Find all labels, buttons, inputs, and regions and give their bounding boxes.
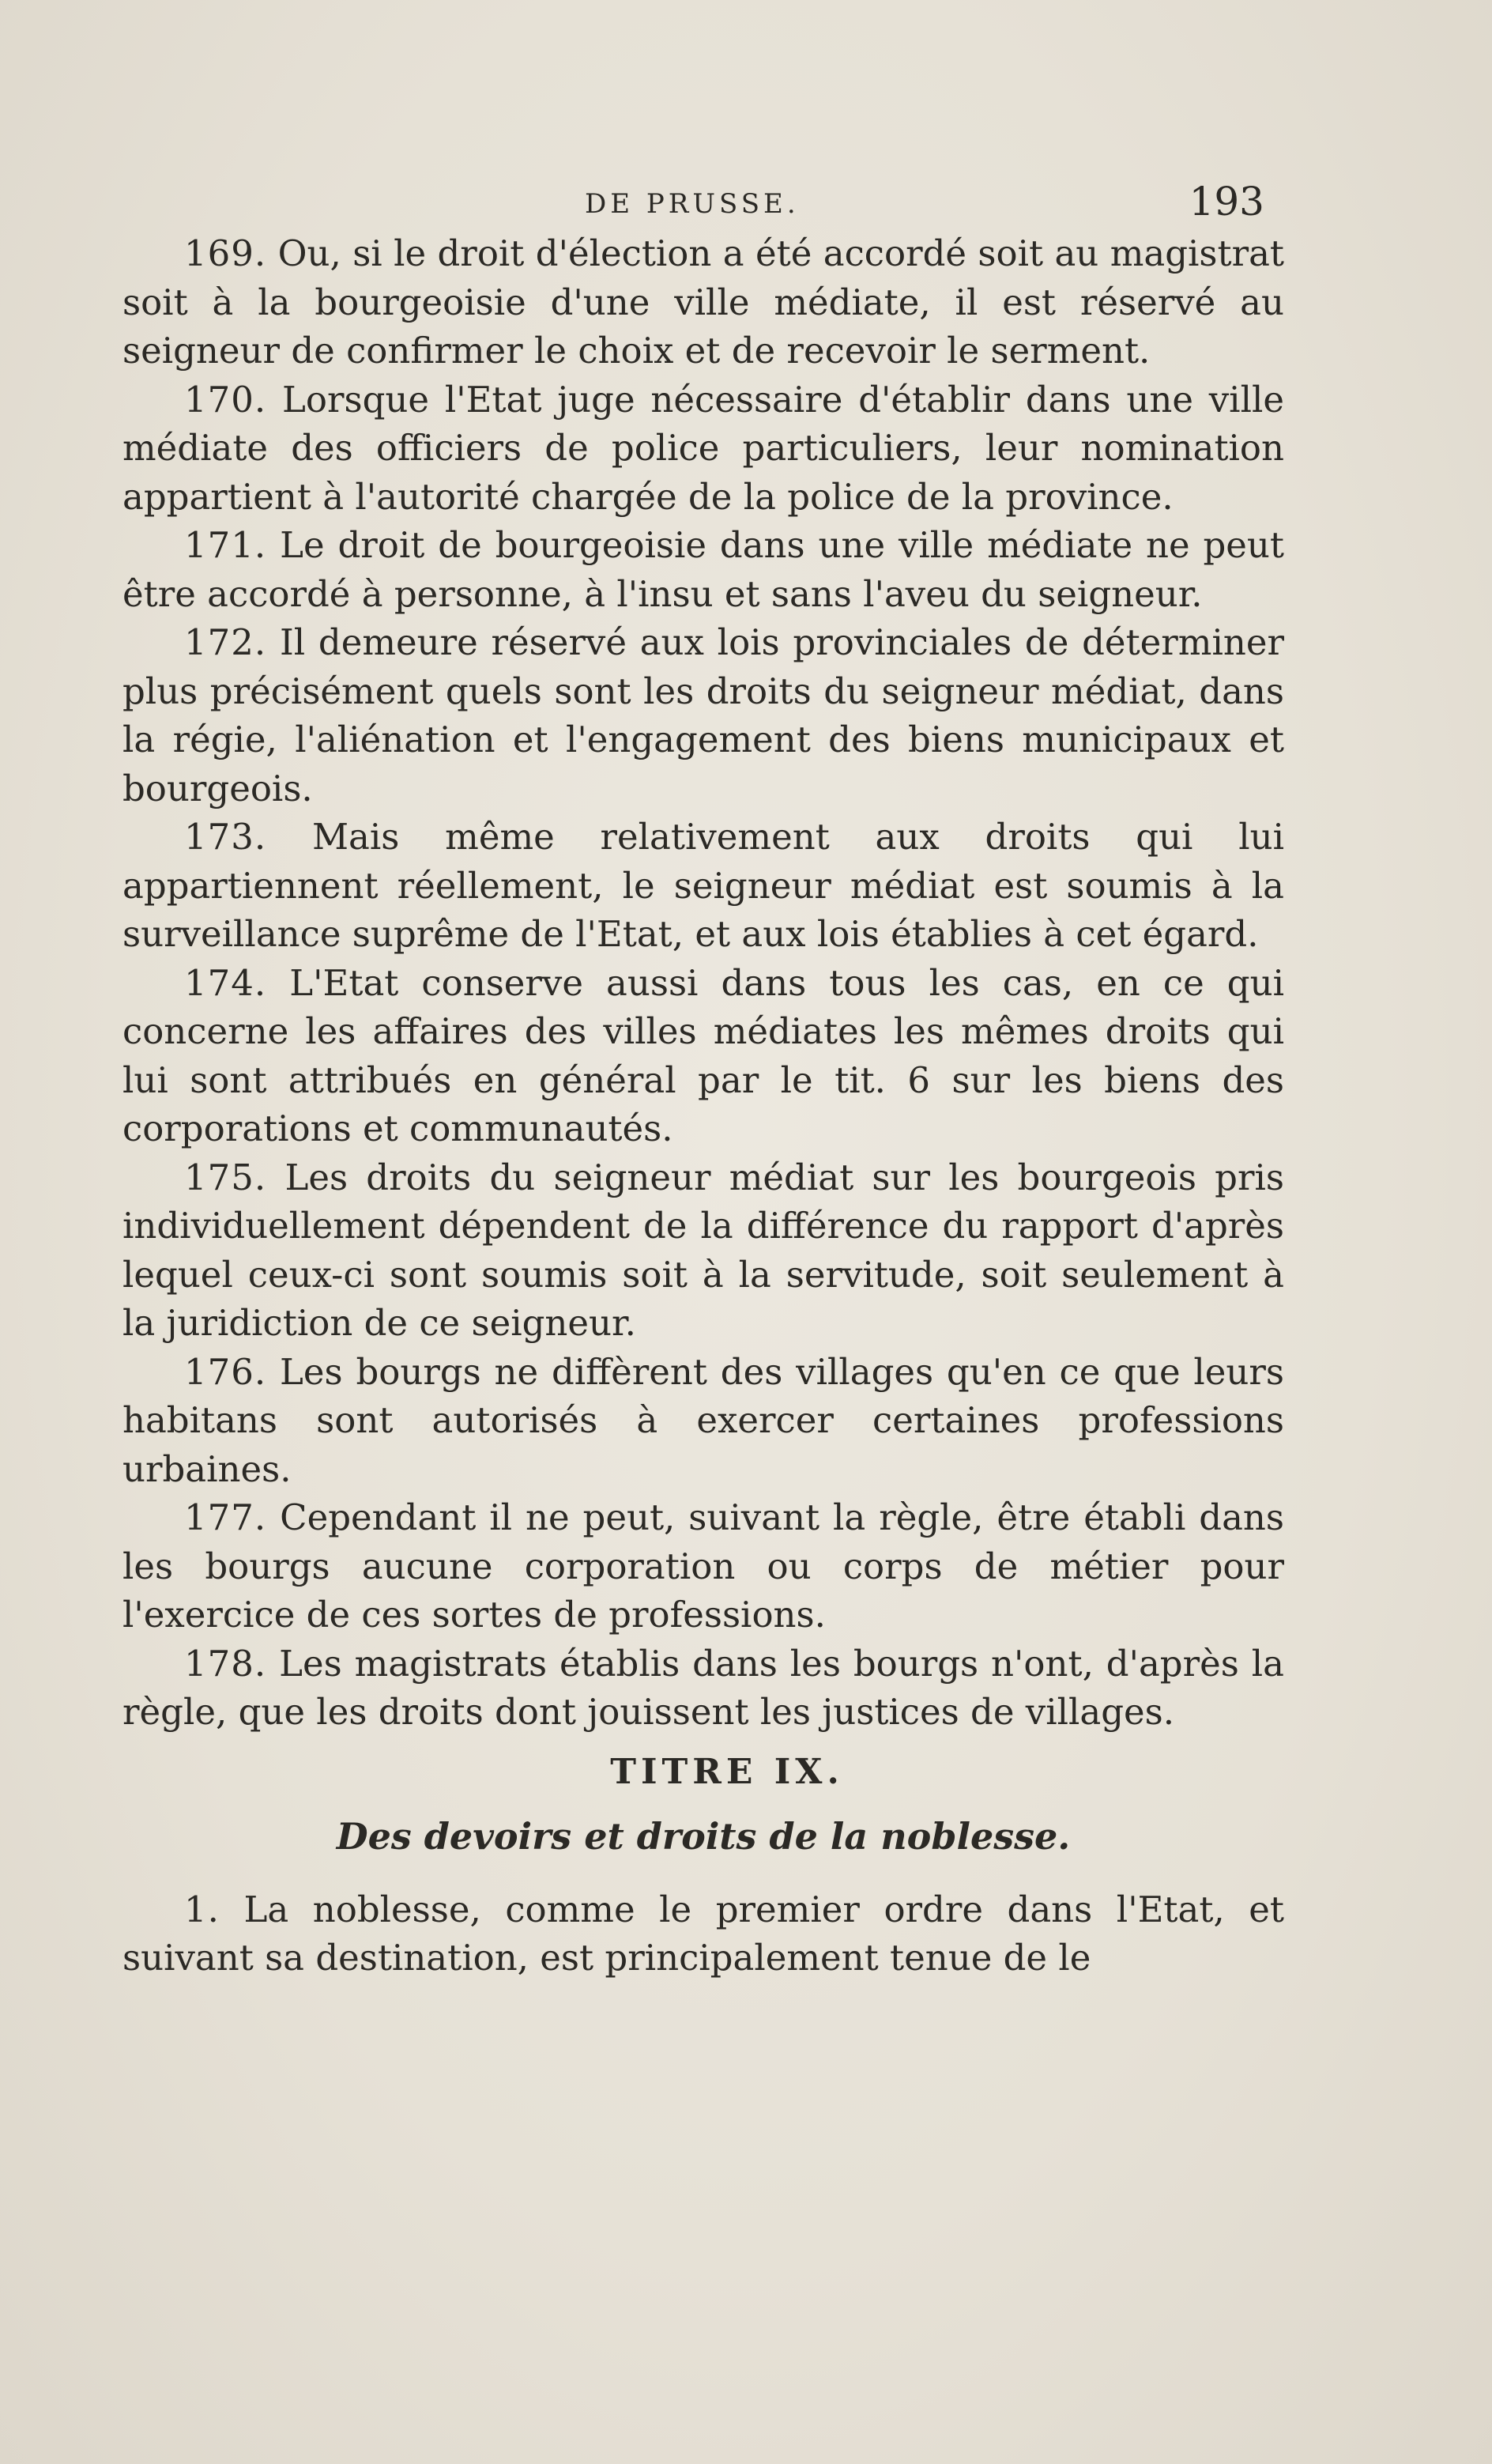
paragraph-text: Cependant il ne peut, suivant la règle, être établi dans les bourgs aucune corporation ou corps de métier pour l'exercice de ces sortes de professions.	[122, 1496, 1284, 1636]
running-head: DE PRUSSE.	[585, 188, 800, 220]
paragraph-169	[122, 229, 1284, 375]
paragraph-number: 172.	[184, 621, 267, 663]
paragraph-text: Il demeure réservé aux lois provinciales de déterminer plus précisément quels sont les droits du seigneur médiat, dans la régie, l'aliénation et l'engagement des biens municipaux et bourgeois.	[122, 621, 1284, 809]
paragraph-number: 171.	[184, 524, 267, 566]
paragraph-170	[122, 375, 1284, 522]
paragraph-text: Les magistrats établis dans les bourgs n'ont, d'après la règle, que les droits dont jouissent les justices de villages.	[122, 1642, 1284, 1733]
section-title: TITRE IX.	[610, 1751, 844, 1792]
paragraph-number: 176.	[184, 1350, 267, 1393]
text-block	[122, 229, 1284, 1983]
paragraph-172	[122, 618, 1284, 813]
paragraph-number: 177.	[184, 1496, 267, 1538]
paragraph-173	[122, 813, 1284, 959]
paragraph-175	[122, 1153, 1284, 1348]
paragraph-171	[122, 521, 1284, 618]
paragraph-text: La noblesse, comme le premier ordre dans l'Etat, et suivant sa destination, est principalement tenue de le	[122, 1888, 1284, 1979]
paragraph-176	[122, 1348, 1284, 1494]
paragraph-177	[122, 1493, 1284, 1640]
paragraph-text: Les bourgs ne diffèrent des villages qu'en ce que leurs habitans sont autorisés à exercer certaines professions urbaines.	[122, 1350, 1284, 1490]
section-subtitle: Des devoirs et droits de la noblesse.	[336, 1814, 1071, 1858]
paragraph-number: 170.	[184, 378, 267, 421]
paragraph-178	[122, 1640, 1284, 1737]
paragraph-text: Le droit de bourgeoisie dans une ville médiate ne peut être accordé à personne, à l'insu et sans l'aveu du seigneur.	[122, 524, 1284, 615]
paragraph-text: Ou, si le droit d'élection a été accordé soit au magistrat soit à la bourgeoisie d'une ville médiate, il est réservé au seigneur de confirmer le choix et de recevoir le serment.	[122, 232, 1284, 372]
paragraph-text: L'Etat conserve aussi dans tous les cas, en ce qui concerne les affaires des villes médiates les mêmes droits qui lui sont attribués en général par le tit. 6 sur les biens des corporations et communautés.	[122, 961, 1284, 1149]
paragraph-number: 178.	[184, 1642, 267, 1685]
paragraph-174	[122, 959, 1284, 1153]
page-number: 193	[1189, 179, 1264, 225]
page-header	[119, 179, 1280, 231]
paragraph-titre-ix-1	[122, 1885, 1284, 1983]
paragraph-number: 175.	[184, 1156, 267, 1198]
paragraph-text: Lorsque l'Etat juge nécessaire d'établir dans une ville médiate des officiers de police particuliers, leur nomination appartient à l'autorité chargée de la police de la province.	[122, 378, 1284, 518]
paragraph-number: 173.	[184, 816, 267, 858]
paragraph-text: Mais même relativement aux droits qui lui appartiennent réellement, le seigneur médiat est soumis à la surveillance suprême de l'Etat, et aux lois établies à cet égard.	[122, 816, 1284, 955]
paragraph-text: Les droits du seigneur médiat sur les bourgeois pris individuellement dépendent de la différence du rapport d'après lequel ceux-ci sont soumis soit à la servitude, soit seulement à la juridiction de ce seigneur.	[122, 1156, 1284, 1344]
paragraph-number: 1.	[184, 1888, 220, 1930]
paragraph-number: 169.	[184, 232, 267, 274]
paragraph-number: 174.	[184, 961, 267, 1004]
